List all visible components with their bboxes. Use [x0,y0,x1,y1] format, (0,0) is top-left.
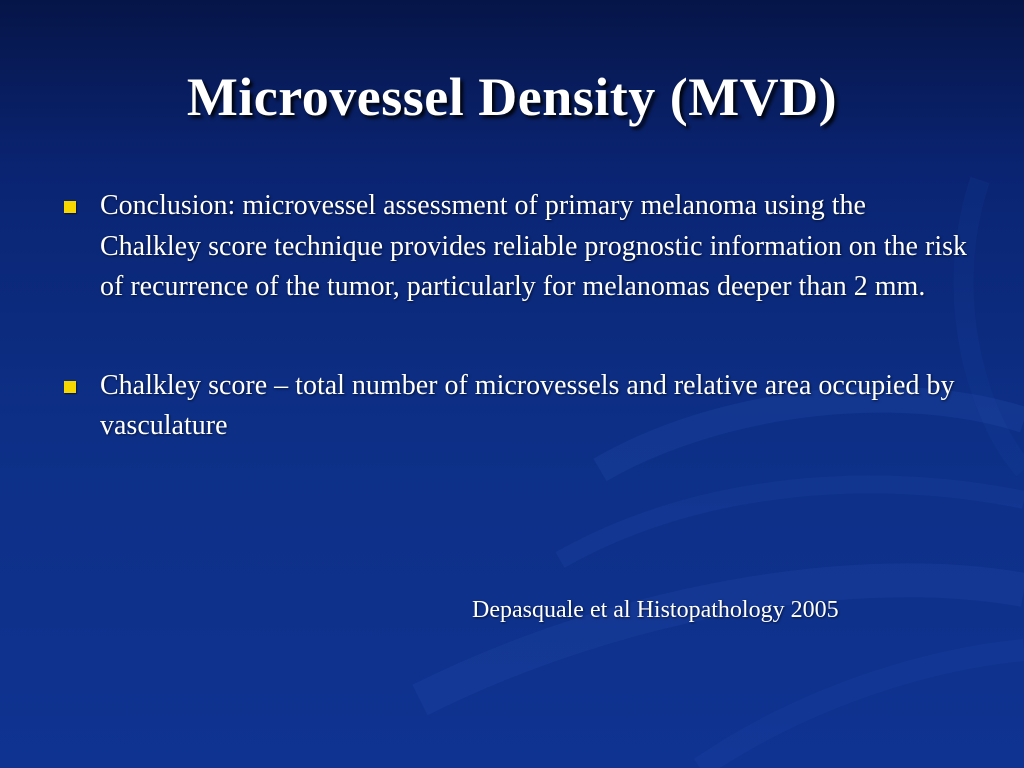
bullet-list [60,186,970,447]
citation: Depasquale et al Histopathology 2005 [472,597,839,623]
square-bullet-icon [64,381,76,393]
bullet-text-conclusion: Conclusion: microvessel assessment of primary melanoma using the Chalkley score technique provides reliable prognostic information on the risk of recurrence of the tumor, particularly for melanomas deeper than 2 mm. [100,190,967,302]
bullet-text-chalkley-score: Chalkley score – total number of microvessels and relative area occupied by vasculature [100,369,955,441]
square-bullet-icon [64,201,76,213]
bullet-item-chalkley-score [60,366,970,447]
slide-title: Microvessel Density (MVD) [186,67,838,127]
bullet-item-conclusion [60,186,970,308]
